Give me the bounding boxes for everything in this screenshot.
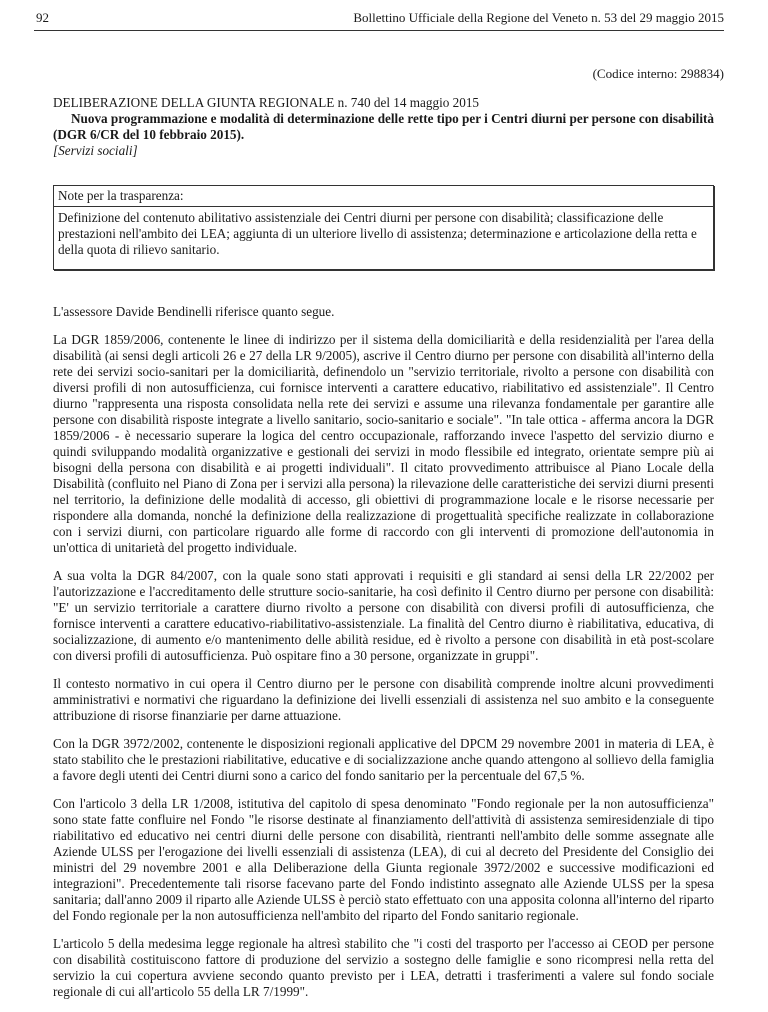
page-number: 92 [36, 10, 49, 25]
deliberation-subject: Nuova programmazione e modalità di determinazione delle rette tipo per i Centri diurni per persone con disabilità (DGR 6/CR del 10 febbraio 2015). [53, 111, 714, 142]
publication-header: Bollettino Ufficiale della Regione del Veneto n. 53 del 29 maggio 2015 [353, 10, 724, 25]
deliberation-title: DELIBERAZIONE DELLA GIUNTA REGIONALE n. 740 del 14 maggio 2015 [53, 95, 480, 110]
body-paragraph: La DGR 1859/2006, contenente le linee di indirizzo per il sistema della domiciliarità e della residenzialità per l'area della disabilità (ai sensi degli articoli 26 e 27 della LR 9/2005), ascrive il Centro diurno per persone con disabilità all'interno della rete dei servizi socio-sanitari per la domiciliarità, definendolo un "servizio territoriale, rivolto a persone con disabilità con diversi profili di non autosufficienza, cui fornisce interventi a carattere educativo, riabilitativo ed assistenziale". Il Centro diurno "rappresenta una risposta consolidata nella rete dei servizi e assume una rilevanza fondamentale per garantire alle persone con disabilità risposte integrate a livello sanitario, socio-sanitario e sociale". "In tale ottica - afferma ancora la DGR 1859/2006 - è necessario superare la logica del centro occupazionale, rafforzando invece l'aspetto del servizio diurno e quindi sviluppando modalità organizzative e gestionali dei servizi in modo flessibile ed integrato, orientate sempre più ai bisogni della persona con disabilità e ai progetti individuali". Il citato provvedimento attribuisce al Piano Locale della Disabilità (confluito nel Piano di Zona per i servizi alla persona) la rilevazione delle caratteristiche dei servizi diurni presenti nel territorio, la definizione delle modalità di accesso, gli obiettivi di programmazione locale e le risorse necessarie per rispondere alla domanda, nonché la definizione della realizzazione di progettualità specifiche realizzate in collaborazione con i servizi diurni, con particolare riguardo alle forme di raccordo con gli interventi di promozione dell'autonomia in un'ottica di unitarietà del progetto individuale. [53, 332, 714, 555]
body-paragraph: Il contesto normativo in cui opera il Centro diurno per le persone con disabilità comprende inoltre alcuni provvedimenti amministrativi e normativi che riguardano la definizione dei livelli essenziali di assistenza nel suo ambito e la conseguente attribuzione di risorse finanziarie per darne attuazione. [53, 676, 714, 723]
category-label: [Servizi sociali] [53, 143, 138, 158]
document-content [53, 95, 714, 1012]
body-paragraph: Con la DGR 3972/2002, contenente le disposizioni regionali applicative del DPCM 29 novembre 2001 in materia di LEA, è stato stabilito che le prestazioni riabilitative, educative e di socializzazione anche quando attengono al sollievo della famiglia a favore degli utenti dei Centri diurni sono a carico del fondo sanitario per la percentuale del 67,5 %. [53, 736, 714, 783]
body-paragraph: Con l'articolo 3 della LR 1/2008, istitutiva del capitolo di spesa denominato "Fondo regionale per la non autosufficienza" sono state fatte confluire nel Fondo "le risorse destinate al finanziamento dell'attività di assistenza semiresidenziale di tipo riabilitativo ed educativo nei centri diurni delle persone con disabilità, rientranti nell'ambito delle somme assegnate alle Aziende ULSS per l'erogazione dei livelli essenziali di assistenza (LEA), di cui al decreto del Presidente del Consiglio dei ministri del 29 novembre 2001 e alla Deliberazione della Giunta regionale 3972/2002 e successive modificazioni ed integrazioni". Precedentemente tali risorse facevano parte del Fondo indistinto assegnato alle Aziende ULSS per la spesa sanitaria; dall'anno 2009 il riparto alle Aziende ULSS è perciò stato effettuato con una apposita colonna all'interno del riparto del Fondo regionale per la non autosufficienza nell'ambito del riparto del Fondo sanitario regionale. [53, 796, 714, 923]
body-paragraph: L'articolo 5 della medesima legge regionale ha altresì stabilito che "i costi del trasporto per l'accesso ai CEOD per persone con disabilità costituiscono fattore di produzione del servizio a sostegno delle famiglie e sono ricompresi nella retta del servizio la cui copertura avviene secondo quanto previsto per i LEA, detratti i trasferimenti a valere sul fondo sociale regionale di cui all'articolo 55 della LR 7/1999". [53, 936, 714, 999]
body-paragraph: A sua volta la DGR 84/2007, con la quale sono stati approvati i requisiti e gli standard ai sensi della LR 22/2002 per l'autorizzazione e l'accreditamento delle strutture socio-sanitarie, ha così definito il Centro diurno per persone con disabilità: "E' un servizio territoriale a carattere diurno rivolto a persone con disabilità con diversi profili di autosufficienza, che fornisce interventi a carattere educativo-riabilitativo-assistenziale. La finalità del Centro diurno è riabilitativa, educativa, di socializzazione, di aumento e/o mantenimento delle abilità residue, ed è rivolto a persone con disabilità in età post-scolare con diversi profili di autosufficienza. Può ospitare fino a 30 persone, organizzate in gruppi". [53, 568, 714, 663]
transparency-notes-box [53, 185, 714, 270]
intro-paragraph: L'assessore Davide Bendinelli riferisce quanto segue. [53, 304, 335, 319]
transparency-label: Note per la trasparenza: [54, 186, 713, 207]
internal-code: (Codice interno: 298834) [592, 66, 724, 81]
transparency-text: Definizione del contenuto abilitativo assistenziale dei Centri diurni per persone con disabilità; classificazione delle prestazioni nell'ambito dei LEA; aggiunta di un ulteriore livello di assistenza; determinazione e articolazione della retta e della quota di rilievo sanitario. [58, 210, 697, 257]
header-divider [34, 30, 724, 31]
